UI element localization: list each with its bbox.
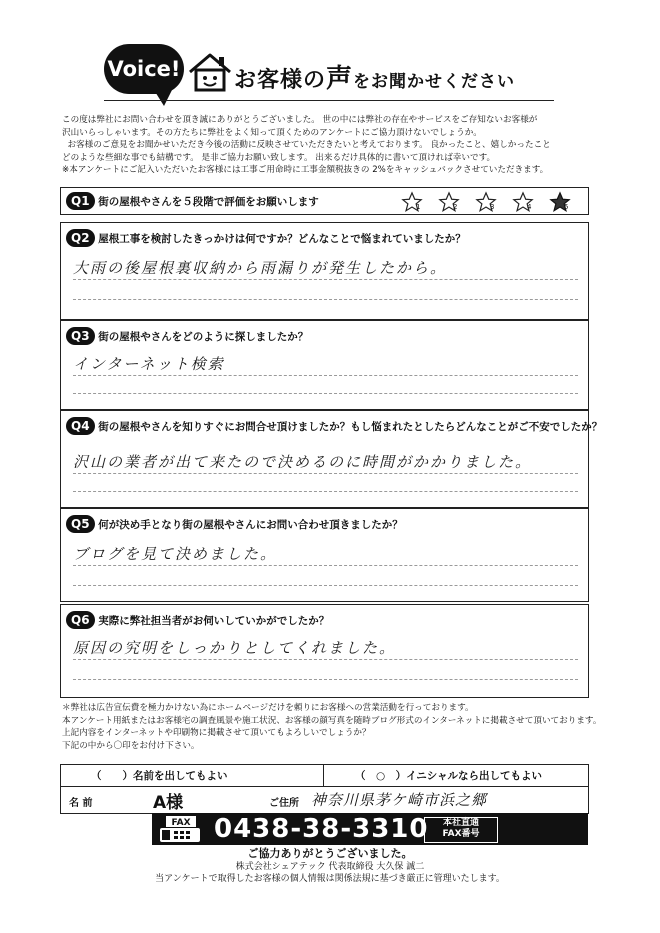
fax-number-label: 本社直通 FAX番号 xyxy=(424,817,498,843)
fax-machine-icon xyxy=(158,815,202,843)
customer-info-form xyxy=(60,764,589,814)
question-number: Q2 xyxy=(66,229,95,247)
question-4-label xyxy=(66,417,602,435)
question-number: Q6 xyxy=(66,611,95,629)
star-icon-1[interactable] xyxy=(401,191,423,213)
answer-line xyxy=(73,565,578,566)
thanks-message: ご協力ありがとうございました。 xyxy=(247,847,413,860)
company-name: 株式会社シェアテック 代表取締役 大久保 誠二 xyxy=(235,861,425,872)
answer-line xyxy=(73,375,578,376)
survey-header xyxy=(0,38,660,108)
intro-text: この度は弊社にお問い合わせを頂き誠にありがとうございました。 世の中には弊社の存在やサービスをご存知ないお客様が 沢山いらっしゃいます。その方たちに弊社をよく知って頂くためのアンケートにご協力頂けないでしょうか。 お客様のご意見をお聞かせいただき今後の活動に反映させていただきたいと考えております。 良かったこと、嬉しかったこと どのような些細な事でも結構です。 是非ご協力お願い致します。 出来るだけ具体的に書いて頂ければ幸いです。 ※本アンケートにご記入いただいたお客様には工事ご用命時に工事金額税抜きの 2%をキャッシュバックさせていただきます。 xyxy=(62,115,551,176)
option-show-initials-selected[interactable]: （ ○ ）イニシャルなら出してもよい xyxy=(355,770,543,782)
smiling-house-icon xyxy=(188,52,232,92)
answer-line xyxy=(73,585,578,586)
answer-line xyxy=(73,679,578,680)
question-text: 実際に弊社担当者がお伺いしていかがでしたか？ xyxy=(98,615,330,627)
name-value: A様 xyxy=(153,793,184,813)
answer-line xyxy=(73,393,578,394)
star-number: 5 xyxy=(564,203,569,211)
question-3-box xyxy=(60,320,589,410)
answer-text: 大雨の後屋根裏収納から雨漏りが発生したから。 xyxy=(73,259,448,277)
question-number: Q4 xyxy=(66,417,95,435)
star-icon-5-filled[interactable] xyxy=(549,191,571,213)
question-text: 何が決め手となり街の屋根やさんにお問い合わせ頂きましたか？ xyxy=(98,519,403,531)
question-5-box xyxy=(60,508,589,602)
star-number: 2 xyxy=(453,203,458,211)
question-1-box xyxy=(60,187,589,215)
divider xyxy=(323,765,324,786)
answer-line xyxy=(73,659,578,660)
voice-speech-bubble: Voice! xyxy=(104,44,184,94)
question-3-label xyxy=(66,327,308,345)
title-underline xyxy=(104,100,554,101)
answer-line xyxy=(73,299,578,300)
footer xyxy=(0,848,660,886)
name-label: 名 前 xyxy=(69,798,93,809)
question-text: 屋根工事を検討したきっかけは何ですか？どんなことで悩まれていましたか？ xyxy=(98,233,466,245)
question-5-label xyxy=(66,515,403,533)
answer-text: ブログを見て決めました。 xyxy=(73,545,278,563)
question-number: Q3 xyxy=(66,327,95,345)
answer-text: インターネット検索 xyxy=(73,355,225,373)
publication-options-row xyxy=(61,765,588,787)
address-value: 神奈川県茅ケ崎市浜之郷 xyxy=(311,791,488,809)
star-rating[interactable] xyxy=(401,188,586,214)
privacy-note: 当アンケートで取得したお客様の個人情報は関係法規に基づき厳正に管理いたします。 xyxy=(155,874,505,885)
answer-text: 原因の究明をしっかりとしてくれました。 xyxy=(73,639,397,657)
star-number: 3 xyxy=(490,203,495,211)
question-2-box xyxy=(60,222,589,320)
question-6-label xyxy=(66,611,329,629)
option-show-name[interactable]: （ ）名前を出してもよい xyxy=(91,770,228,782)
star-number: 4 xyxy=(527,203,532,211)
star-icon-4[interactable] xyxy=(512,191,534,213)
answer-line xyxy=(73,279,578,280)
address-label: ご住所 xyxy=(269,798,299,809)
question-6-box xyxy=(60,604,589,698)
question-4-box xyxy=(60,410,603,508)
star-number: 1 xyxy=(416,203,421,211)
question-text: 街の屋根やさんを５段階で評価をお願いします xyxy=(98,196,319,208)
star-icon-3[interactable] xyxy=(475,191,497,213)
fax-icon-label: FAX xyxy=(171,818,191,828)
answer-line xyxy=(73,473,578,474)
fax-number: 0438-38-3310 xyxy=(214,814,429,844)
star-icon-2[interactable] xyxy=(438,191,460,213)
fax-banner xyxy=(152,813,588,845)
question-text: 街の屋根やさんをどのように探しましたか？ xyxy=(98,331,309,343)
question-number: Q1 xyxy=(66,192,95,210)
question-number: Q5 xyxy=(66,515,95,533)
question-2-label xyxy=(66,229,466,247)
page-title: お客様の声をお聞かせください xyxy=(234,64,516,94)
question-text: 街の屋根やさんを知りすぐにお問合せ頂けましたか？もし悩まれたとしたらどんなことがご不安でしたか？ xyxy=(98,421,603,433)
publication-notes: ＊弊社は広告宣伝費を極力かけない為にホームページだけを頼りにお客様への営業活動を行っております。 本アンケート用紙またはお客様宅の調査風景や施工状況、お客様の顔写真を随時ブログ形式のインターネットに掲載させて頂いております。 上記内容をインターネットや印刷物に掲載させて頂いてもよろしいでしょうか？ 下記の中から〇印をお付け下さい。 xyxy=(62,703,602,751)
answer-text: 沢山の業者が出て来たので決めるのに時間がかかりました。 xyxy=(73,453,533,471)
answer-line xyxy=(73,491,578,492)
question-1-label xyxy=(66,192,319,210)
